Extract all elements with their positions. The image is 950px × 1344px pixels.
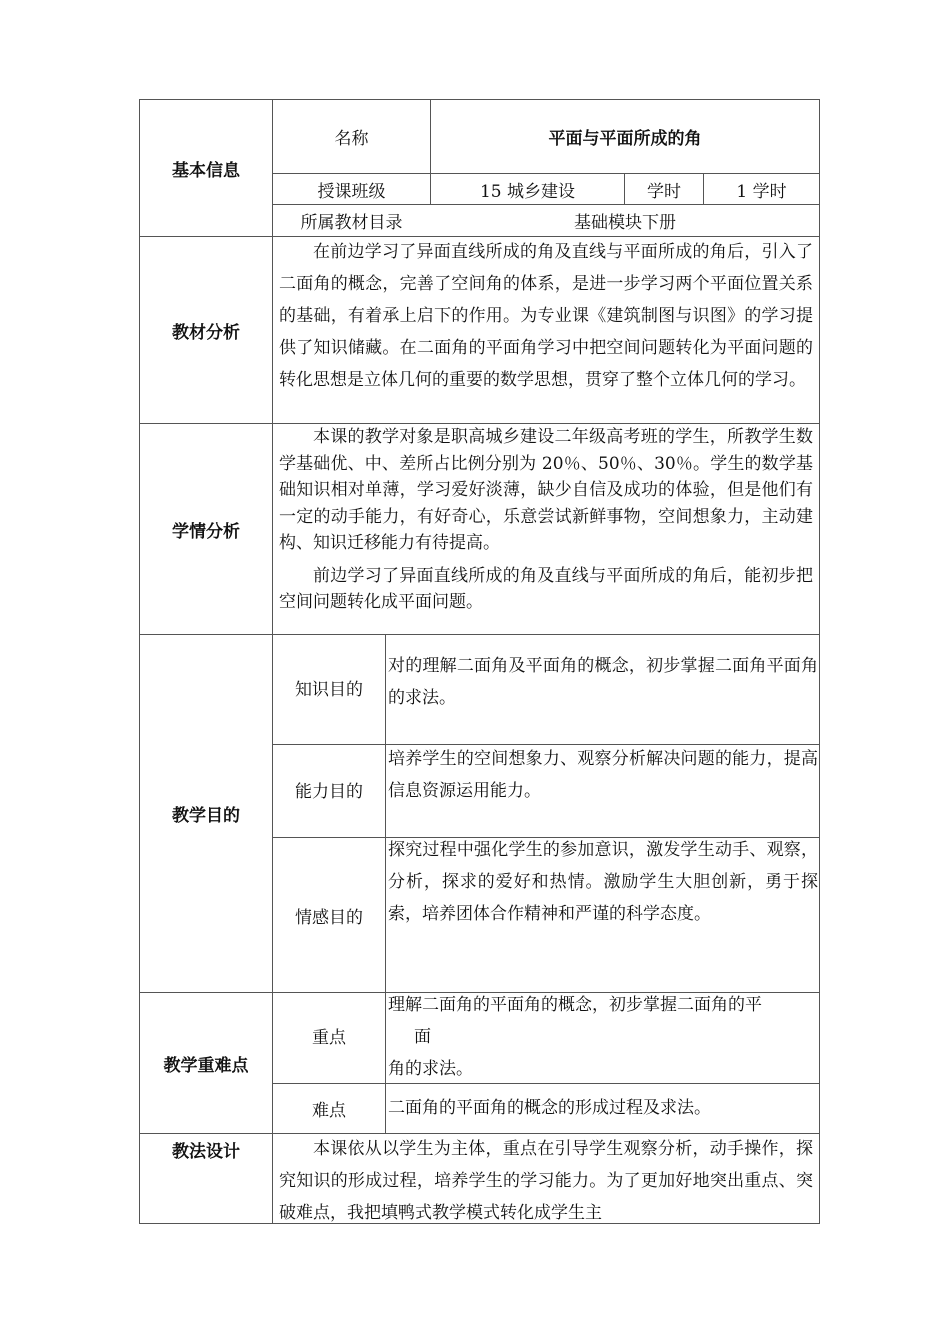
table-border-right	[819, 99, 820, 1224]
lesson-title: 平面与平面所成的角	[548, 129, 702, 149]
student-analysis-text	[279, 424, 813, 634]
ability-goal-label: 能力目的	[295, 782, 363, 802]
hours-label-cell	[625, 174, 703, 204]
key-point-label: 重点	[312, 1028, 346, 1048]
key-point-line-2: 面	[414, 1027, 431, 1047]
catalog-label: 所属教材目录	[300, 213, 403, 233]
emotion-goal-text: 探究过程中强化学生的参加意识，激发学生动手、观察，分析，探求的爱好和热情。激励学生大胆创新，勇于探索，培养团体合作精神和严谨的科学态度。	[388, 840, 818, 924]
difficult-point-label: 难点	[312, 1101, 346, 1121]
emotion-goal-label-cell	[273, 838, 385, 992]
catalog-value: 基础模块下册	[574, 213, 676, 233]
catalog-value-cell	[431, 205, 819, 236]
difficult-point-text-cell	[388, 1092, 818, 1124]
section-key-points	[140, 993, 272, 1133]
hours-value-cell	[704, 174, 819, 204]
key-point-label-cell	[273, 993, 385, 1083]
knowledge-goal-text: 对的理解二面角及平面角的概念，初步掌握二面角平面角的求法。	[388, 656, 818, 708]
knowledge-goal-label: 知识目的	[295, 680, 363, 700]
ability-goal-label-cell	[273, 745, 385, 837]
key-point-line-1: 理解二面角的平面角的概念，初步掌握二面角的平	[388, 995, 762, 1015]
col-divider	[385, 634, 386, 1134]
class-value: 15 城乡建设	[479, 181, 576, 202]
catalog-label-cell	[273, 205, 430, 236]
section-basic-info	[140, 100, 272, 236]
emotion-goal-text-cell	[388, 834, 818, 930]
student-analysis-paragraph-1: 本课的教学对象是职高城乡建设二年级高考班的学生，所教学生数学基础优、中、差所占比例分别为 20％、50％、30％。学生的数学基础知识相对单薄，学习爱好淡薄，缺少自信及成功的体验，但是他们有一定的动手能力，有好奇心，乐意尝试新鲜事物，空间想象力，主动建构、知识迁移能力有待提高。	[279, 427, 813, 553]
section-method-design-label: 教法设计	[172, 1141, 240, 1162]
hours-label: 学时	[647, 181, 681, 202]
hours-value: 1 学时	[736, 181, 787, 202]
section-key-points-label: 教学重难点	[163, 1055, 249, 1076]
knowledge-goal-label-cell	[273, 635, 385, 744]
name-value-cell	[431, 100, 819, 173]
name-label: 名称	[334, 129, 369, 149]
section-textbook-analysis	[140, 237, 272, 423]
section-teaching-goals-label: 教学目的	[172, 806, 240, 826]
method-design-paragraph: 本课依从以学生为主体，重点在引导学生观察分析，动手操作，探究知识的形成过程，培养学生的学习能力。为了更加好地突出重点、突破难点，我把填鸭式教学模式转化成学生主	[279, 1139, 813, 1223]
key-point-text-cell	[388, 989, 818, 1085]
key-point-line-3: 角的求法。	[388, 1059, 473, 1079]
class-label-cell	[273, 174, 430, 204]
difficult-point-text: 二面角的平面角的概念的形成过程及求法。	[388, 1098, 711, 1118]
textbook-analysis-text	[279, 236, 813, 422]
difficult-point-label-cell	[273, 1084, 385, 1133]
section-textbook-analysis-label: 教材分析	[172, 322, 240, 343]
section-method-design	[140, 1134, 272, 1164]
student-analysis-paragraph-2: 前边学习了异面直线所成的角及直线与平面所成的角后，能初步把空间问题转化成平面问题。	[279, 565, 813, 612]
emotion-goal-label: 情感目的	[295, 907, 363, 928]
method-design-text	[279, 1133, 813, 1223]
ability-goal-text-cell	[388, 743, 818, 807]
section-student-analysis	[140, 424, 272, 634]
knowledge-goal-text-cell	[388, 650, 818, 714]
ability-goal-text: 培养学生的空间想象力、观察分析解决问题的能力，提高信息资源运用能力。	[388, 749, 818, 801]
class-label: 授课班级	[317, 181, 386, 202]
class-value-cell	[431, 174, 624, 204]
section-basic-info-label: 基本信息	[172, 160, 240, 181]
table-border-bottom	[139, 1223, 820, 1224]
textbook-analysis-paragraph: 在前边学习了异面直线所成的角及直线与平面所成的角后，引入了二面角的概念，完善了空间角的体系，是进一步学习两个平面位置关系的基础，有着承上启下的作用。为专业课《建筑制图与识图》的学习提供了知识储藏。在二面角的平面角学习中把空间问题转化为平面问题的转化思想是立体几何的重要的数学思想，贯穿了整个立体几何的学习。	[279, 242, 813, 390]
section-teaching-goals	[140, 635, 272, 992]
name-label-cell	[273, 100, 430, 173]
section-student-analysis-label: 学情分析	[172, 521, 240, 542]
